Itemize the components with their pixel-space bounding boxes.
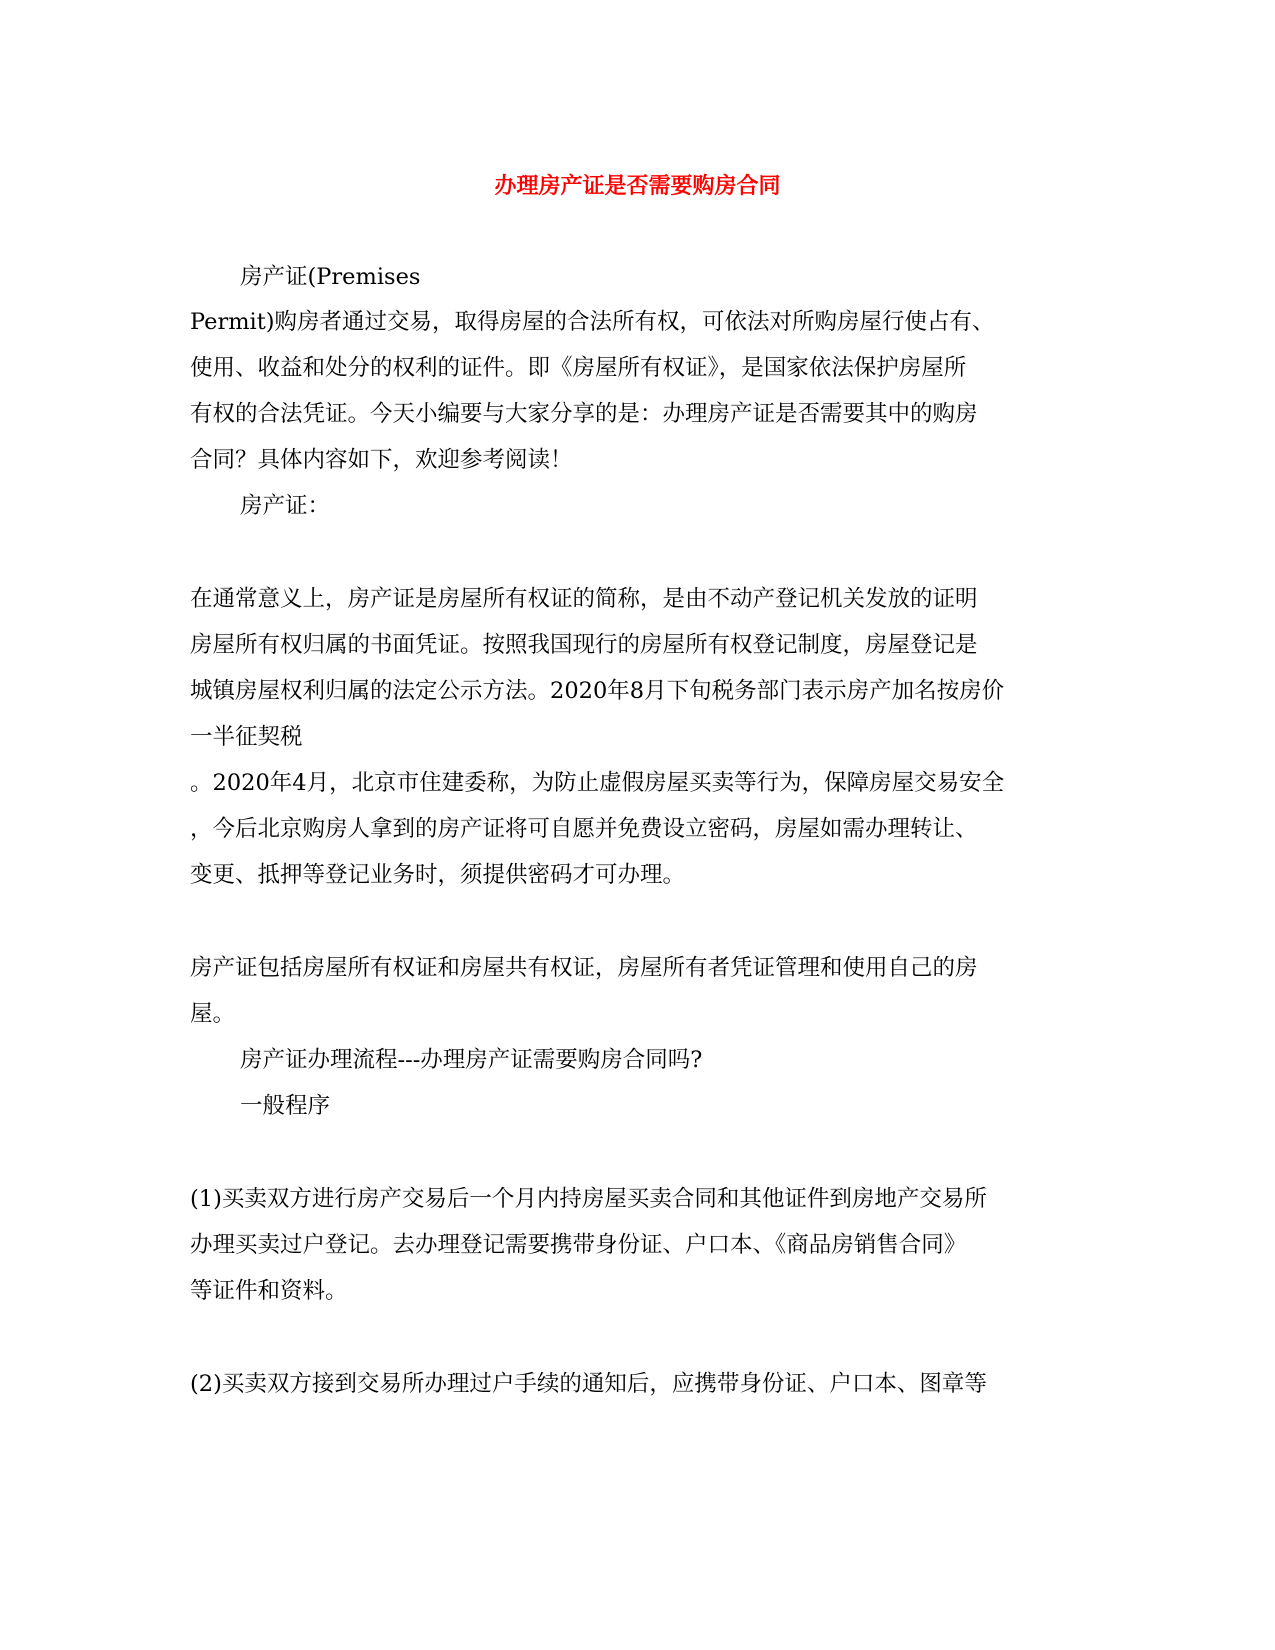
- text-line: (1)买卖双方进行房产交易后一个月内持房屋买卖合同和其他证件到房地产交易所: [190, 1186, 987, 1212]
- document-title: 办理房产证是否需要购房合同: [494, 174, 781, 199]
- text-line: ，今后北京购房人拿到的房产证将可自愿并免费设立密码，房屋如需办理转让、: [190, 816, 978, 842]
- text-line: 房产证：: [240, 493, 331, 519]
- text-line: 房产证包括房屋所有权证和房屋共有权证，房屋所有者凭证管理和使用自己的房: [190, 955, 978, 981]
- text-line: 房产证(Premises: [240, 264, 421, 290]
- text-line: 城镇房屋权利归属的法定公示方法。2020年8月下旬税务部门表示房产加名按房价: [190, 678, 1005, 704]
- text-line: 合同？具体内容如下，欢迎参考阅读！: [190, 447, 573, 473]
- text-line: 变更、抵押等登记业务时，须提供密码才可办理。: [190, 862, 686, 888]
- text-line: 有权的合法凭证。今天小编要与大家分享的是：办理房产证是否需要其中的购房: [190, 401, 978, 427]
- text-line: Permit)购房者通过交易，取得房屋的合法所有权，可依法对所购房屋行使占有、: [190, 309, 995, 335]
- text-line: 房产证办理流程---办理房产证需要购房合同吗?: [240, 1047, 703, 1073]
- text-line: 。2020年4月，北京市住建委称，为防止虚假房屋买卖等行为，保障房屋交易安全: [190, 770, 1005, 796]
- text-line: 办理买卖过户登记。去办理登记需要携带身份证、户口本、《商品房销售合同》: [190, 1232, 967, 1258]
- text-line: 一般程序: [240, 1093, 331, 1119]
- text-line: (2)买卖双方接到交易所办理过户手续的通知后，应携带身份证、户口本、图章等: [190, 1371, 987, 1397]
- text-line: 使用、收益和处分的权利的证件。即《房屋所有权证》，是国家依法保护房屋所: [190, 355, 967, 381]
- text-line: 一半征契税: [190, 724, 303, 750]
- text-line: 在通常意义上，房产证是房屋所有权证的简称，是由不动产登记机关发放的证明: [190, 586, 978, 612]
- text-line: 房屋所有权归属的书面凭证。按照我国现行的房屋所有权登记制度，房屋登记是: [190, 632, 978, 658]
- text-line: 等证件和资料。: [190, 1278, 348, 1304]
- text-line: 屋。: [190, 1001, 236, 1027]
